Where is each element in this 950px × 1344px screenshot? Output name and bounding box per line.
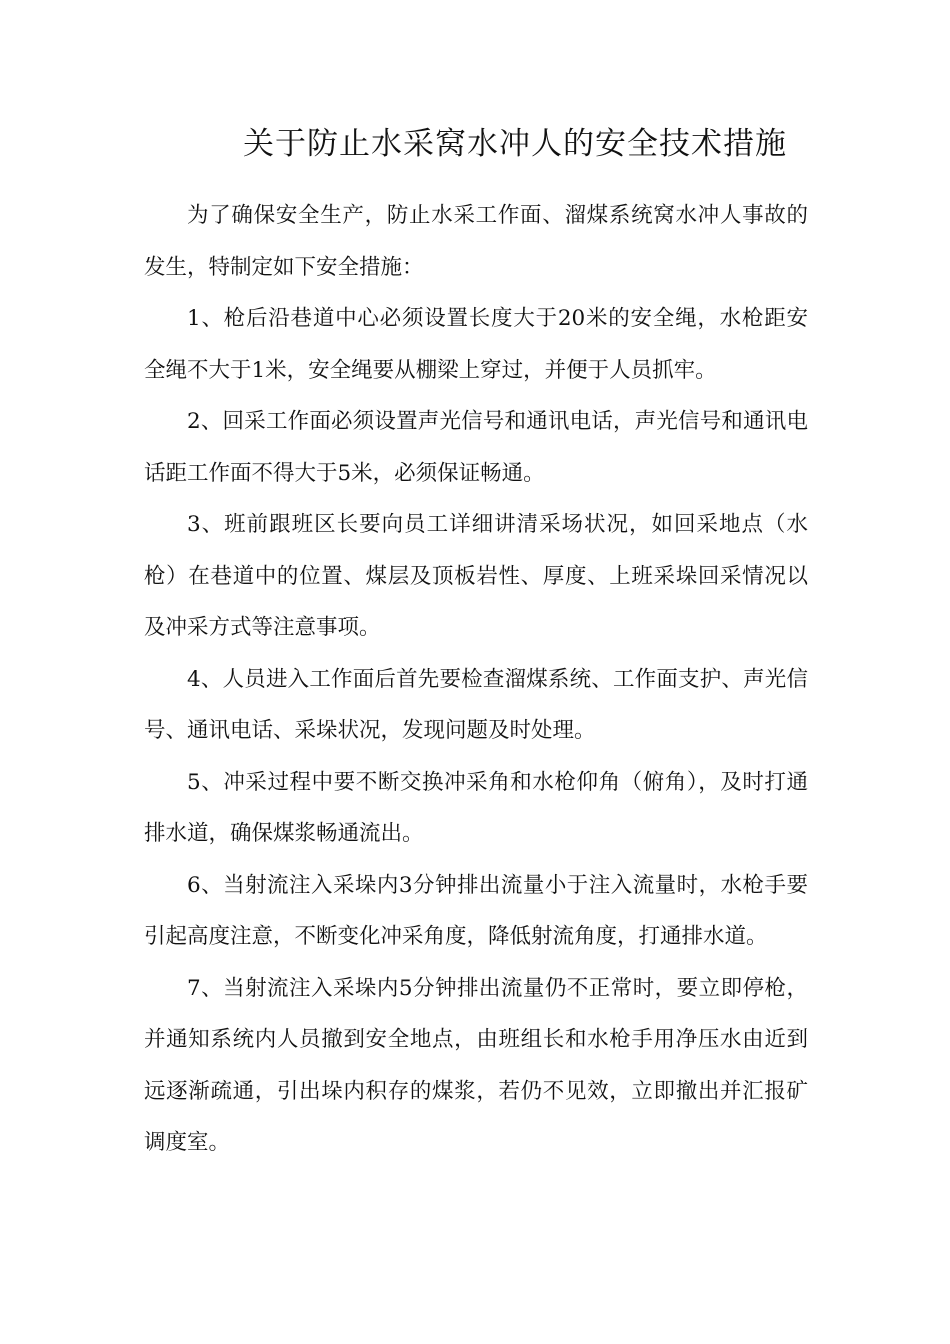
measure-paragraph-4: 4、人员进入工作面后首先要检查溜煤系统、工作面支护、声光信号、通讯电话、采垛状况，发现问题及时处理。 <box>144 666 808 743</box>
document-body <box>144 190 808 1169</box>
measure-paragraph-1: 1、枪后沿巷道中心必须设置长度大于20米的安全绳，水枪距安全绳不大于1米，安全绳要从棚梁上穿过，并便于人员抓牢。 <box>144 306 808 383</box>
document-title: 关于防止水采窝水冲人的安全技术措施 <box>243 126 787 162</box>
measure-paragraph-7: 7、当射流注入采垛内5分钟排出流量仍不正常时，要立即停枪，并通知系统内人员撤到安全地点，由班组长和水枪手用净压水由近到远逐渐疏通，引出垛内积存的煤浆，若仍不见效，立即撤出并汇报矿调度室。 <box>144 975 808 1155</box>
measure-paragraph-3: 3、班前跟班区长要向员工详细讲清采场状况，如回采地点（水枪）在巷道中的位置、煤层及顶板岩性、厚度、上班采垛回采情况以及冲采方式等注意事项。 <box>144 512 808 640</box>
measure-paragraph-6: 6、当射流注入采垛内3分钟排出流量小于注入流量时，水枪手要引起高度注意，不断变化冲采角度，降低射流角度，打通排水道。 <box>144 872 808 949</box>
measure-paragraph-5: 5、冲采过程中要不断交换冲采角和水枪仰角（俯角），及时打通排水道，确保煤浆畅通流出。 <box>144 769 808 846</box>
measure-paragraph-2: 2、回采工作面必须设置声光信号和通讯电话，声光信号和通讯电话距工作面不得大于5米，必须保证畅通。 <box>144 409 808 486</box>
intro-paragraph: 为了确保安全生产，防止水采工作面、溜煤系统窝水冲人事故的发生，特制定如下安全措施： <box>144 203 808 280</box>
